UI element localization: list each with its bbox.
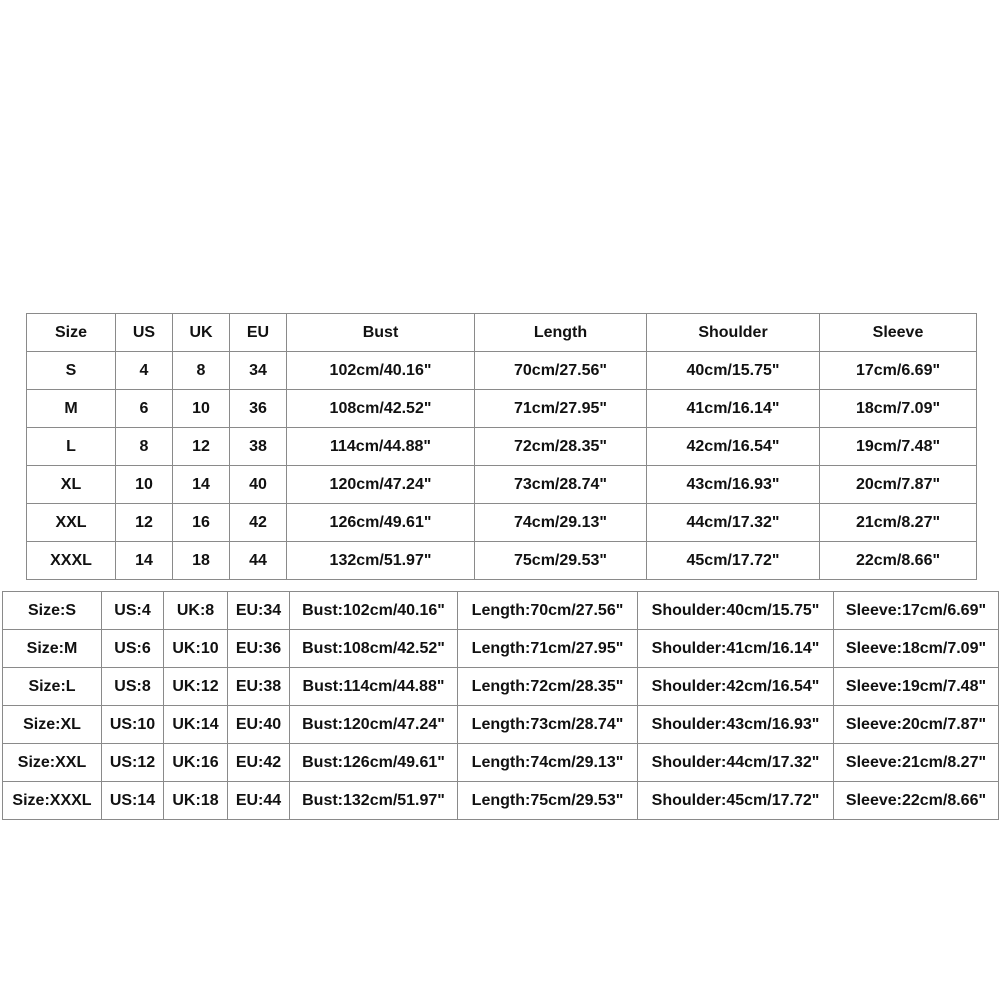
labeled-cell-sleeve: Sleeve:21cm/8.27" xyxy=(834,744,999,782)
cell-shoulder: 41cm/16.14" xyxy=(647,390,820,428)
header-shoulder: Shoulder xyxy=(647,314,820,352)
labeled-cell-shoulder: Shoulder:43cm/16.93" xyxy=(638,706,834,744)
table-row xyxy=(3,706,999,744)
cell-length: 74cm/29.13" xyxy=(475,504,647,542)
cell-uk: 16 xyxy=(173,504,230,542)
labeled-cell-uk: UK:18 xyxy=(164,782,228,820)
cell-length: 72cm/28.35" xyxy=(475,428,647,466)
labeled-cell-length: Length:71cm/27.95" xyxy=(458,630,638,668)
header-uk: UK xyxy=(173,314,230,352)
table-row xyxy=(3,668,999,706)
header-eu: EU xyxy=(230,314,287,352)
labeled-cell-size: Size:XXXL xyxy=(3,782,102,820)
cell-sleeve: 18cm/7.09" xyxy=(820,390,977,428)
cell-uk: 8 xyxy=(173,352,230,390)
cell-us: 6 xyxy=(116,390,173,428)
labeled-cell-uk: UK:12 xyxy=(164,668,228,706)
labeled-cell-uk: UK:8 xyxy=(164,592,228,630)
cell-eu: 40 xyxy=(230,466,287,504)
labeled-cell-sleeve: Sleeve:22cm/8.66" xyxy=(834,782,999,820)
cell-us: 8 xyxy=(116,428,173,466)
labeled-cell-bust: Bust:120cm/47.24" xyxy=(290,706,458,744)
labeled-size-chart-body xyxy=(3,592,999,820)
labeled-cell-size: Size:XXL xyxy=(3,744,102,782)
cell-sleeve: 20cm/7.87" xyxy=(820,466,977,504)
size-chart-body xyxy=(27,314,977,580)
labeled-cell-length: Length:70cm/27.56" xyxy=(458,592,638,630)
cell-eu: 36 xyxy=(230,390,287,428)
cell-length: 71cm/27.95" xyxy=(475,390,647,428)
cell-uk: 14 xyxy=(173,466,230,504)
labeled-cell-us: US:10 xyxy=(102,706,164,744)
labeled-cell-sleeve: Sleeve:19cm/7.48" xyxy=(834,668,999,706)
labeled-cell-bust: Bust:132cm/51.97" xyxy=(290,782,458,820)
table-row xyxy=(27,542,977,580)
labeled-cell-bust: Bust:126cm/49.61" xyxy=(290,744,458,782)
labeled-cell-bust: Bust:108cm/42.52" xyxy=(290,630,458,668)
cell-us: 4 xyxy=(116,352,173,390)
cell-eu: 44 xyxy=(230,542,287,580)
labeled-cell-size: Size:S xyxy=(3,592,102,630)
cell-uk: 18 xyxy=(173,542,230,580)
labeled-cell-shoulder: Shoulder:42cm/16.54" xyxy=(638,668,834,706)
labeled-cell-size: Size:M xyxy=(3,630,102,668)
header-length: Length xyxy=(475,314,647,352)
labeled-cell-shoulder: Shoulder:41cm/16.14" xyxy=(638,630,834,668)
cell-eu: 34 xyxy=(230,352,287,390)
cell-shoulder: 45cm/17.72" xyxy=(647,542,820,580)
labeled-cell-length: Length:74cm/29.13" xyxy=(458,744,638,782)
labeled-cell-eu: EU:42 xyxy=(228,744,290,782)
labeled-cell-eu: EU:34 xyxy=(228,592,290,630)
cell-bust: 126cm/49.61" xyxy=(287,504,475,542)
cell-length: 73cm/28.74" xyxy=(475,466,647,504)
header-us: US xyxy=(116,314,173,352)
labeled-cell-length: Length:75cm/29.53" xyxy=(458,782,638,820)
table-row xyxy=(27,390,977,428)
labeled-cell-uk: UK:10 xyxy=(164,630,228,668)
labeled-cell-sleeve: Sleeve:18cm/7.09" xyxy=(834,630,999,668)
labeled-cell-sleeve: Sleeve:20cm/7.87" xyxy=(834,706,999,744)
cell-size: XXL xyxy=(27,504,116,542)
cell-shoulder: 40cm/15.75" xyxy=(647,352,820,390)
labeled-cell-eu: EU:44 xyxy=(228,782,290,820)
labeled-cell-size: Size:XL xyxy=(3,706,102,744)
labeled-cell-bust: Bust:102cm/40.16" xyxy=(290,592,458,630)
header-size: Size xyxy=(27,314,116,352)
labeled-cell-eu: EU:36 xyxy=(228,630,290,668)
labeled-cell-us: US:6 xyxy=(102,630,164,668)
labeled-cell-us: US:4 xyxy=(102,592,164,630)
labeled-cell-us: US:8 xyxy=(102,668,164,706)
cell-uk: 12 xyxy=(173,428,230,466)
cell-shoulder: 42cm/16.54" xyxy=(647,428,820,466)
table-row xyxy=(3,744,999,782)
cell-size: L xyxy=(27,428,116,466)
labeled-cell-shoulder: Shoulder:45cm/17.72" xyxy=(638,782,834,820)
labeled-size-chart-table xyxy=(2,591,999,820)
labeled-cell-bust: Bust:114cm/44.88" xyxy=(290,668,458,706)
cell-bust: 120cm/47.24" xyxy=(287,466,475,504)
cell-shoulder: 44cm/17.32" xyxy=(647,504,820,542)
cell-length: 75cm/29.53" xyxy=(475,542,647,580)
table-row xyxy=(3,630,999,668)
table-row xyxy=(27,352,977,390)
size-chart-table xyxy=(26,313,977,580)
labeled-cell-shoulder: Shoulder:44cm/17.32" xyxy=(638,744,834,782)
cell-sleeve: 21cm/8.27" xyxy=(820,504,977,542)
table-row xyxy=(27,466,977,504)
cell-size: XL xyxy=(27,466,116,504)
cell-shoulder: 43cm/16.93" xyxy=(647,466,820,504)
cell-sleeve: 19cm/7.48" xyxy=(820,428,977,466)
labeled-cell-uk: UK:14 xyxy=(164,706,228,744)
cell-eu: 42 xyxy=(230,504,287,542)
labeled-cell-length: Length:73cm/28.74" xyxy=(458,706,638,744)
labeled-cell-us: US:14 xyxy=(102,782,164,820)
cell-bust: 114cm/44.88" xyxy=(287,428,475,466)
cell-us: 12 xyxy=(116,504,173,542)
header-row xyxy=(27,314,977,352)
header-bust: Bust xyxy=(287,314,475,352)
cell-bust: 102cm/40.16" xyxy=(287,352,475,390)
table-row xyxy=(3,782,999,820)
cell-size: XXXL xyxy=(27,542,116,580)
table-row xyxy=(3,592,999,630)
labeled-cell-us: US:12 xyxy=(102,744,164,782)
cell-size: S xyxy=(27,352,116,390)
cell-sleeve: 22cm/8.66" xyxy=(820,542,977,580)
cell-size: M xyxy=(27,390,116,428)
cell-bust: 132cm/51.97" xyxy=(287,542,475,580)
cell-uk: 10 xyxy=(173,390,230,428)
labeled-cell-eu: EU:40 xyxy=(228,706,290,744)
table-row xyxy=(27,504,977,542)
labeled-cell-size: Size:L xyxy=(3,668,102,706)
cell-us: 10 xyxy=(116,466,173,504)
table-row xyxy=(27,428,977,466)
cell-sleeve: 17cm/6.69" xyxy=(820,352,977,390)
labeled-cell-uk: UK:16 xyxy=(164,744,228,782)
labeled-cell-length: Length:72cm/28.35" xyxy=(458,668,638,706)
header-sleeve: Sleeve xyxy=(820,314,977,352)
labeled-cell-eu: EU:38 xyxy=(228,668,290,706)
cell-bust: 108cm/42.52" xyxy=(287,390,475,428)
labeled-cell-sleeve: Sleeve:17cm/6.69" xyxy=(834,592,999,630)
cell-us: 14 xyxy=(116,542,173,580)
cell-eu: 38 xyxy=(230,428,287,466)
cell-length: 70cm/27.56" xyxy=(475,352,647,390)
labeled-cell-shoulder: Shoulder:40cm/15.75" xyxy=(638,592,834,630)
